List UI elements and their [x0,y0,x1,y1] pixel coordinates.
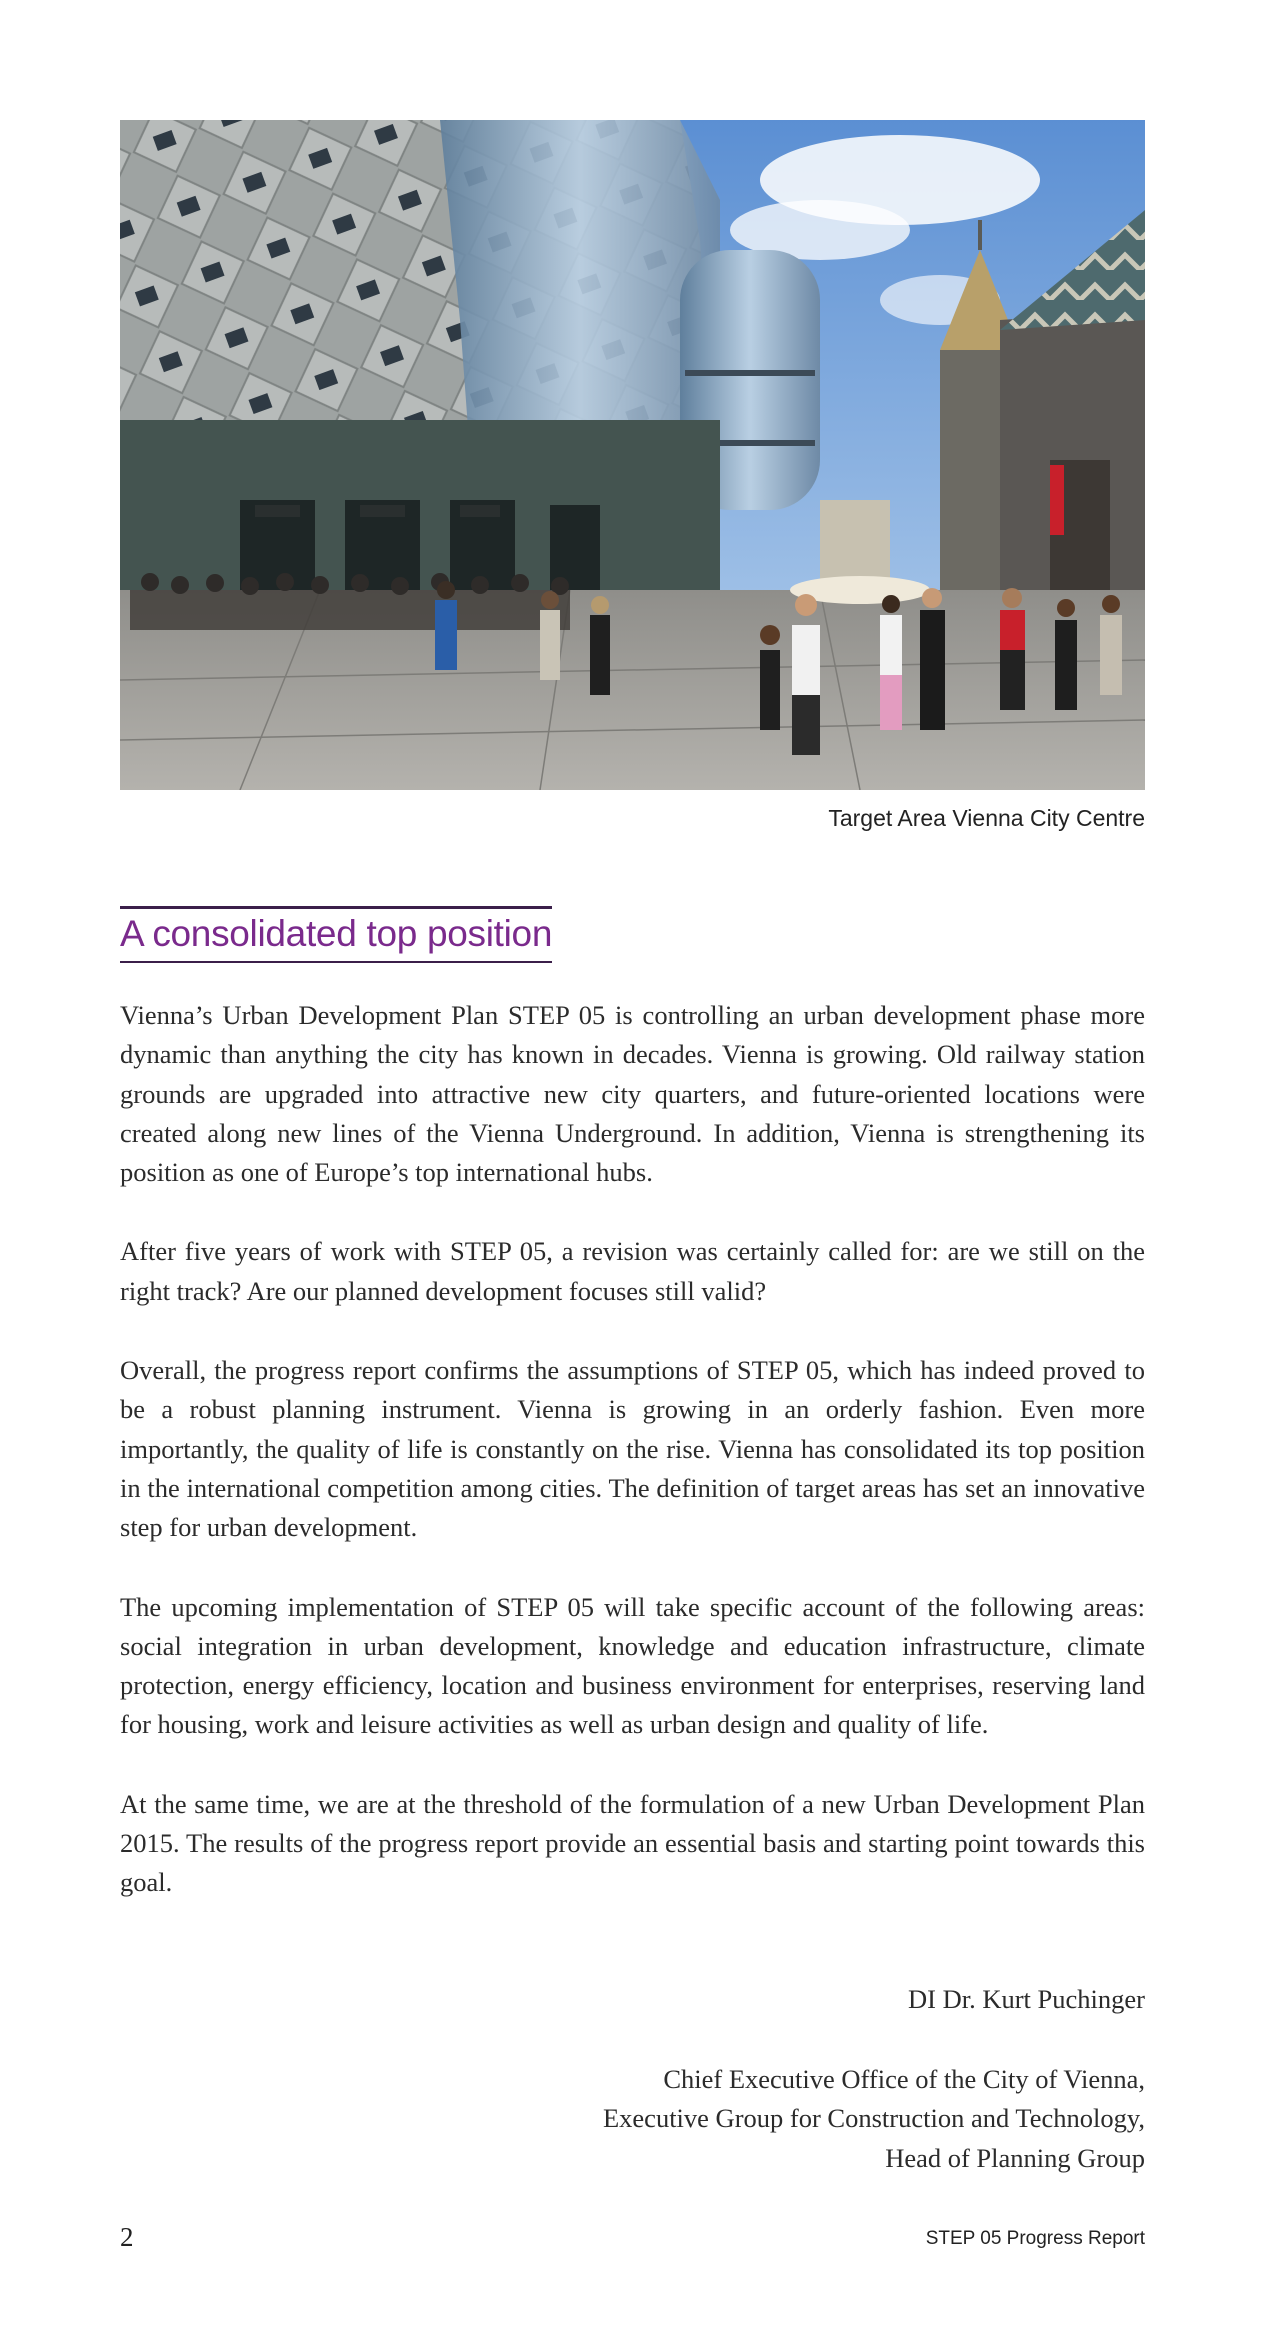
paragraph: Overall, the progress report confirms the assumptions of STEP 05, which has indeed proved to be a robust planning instrument. Vienna is growing in an orderly fashion. Even more importantly, the quality of life is constantly on the rise. Vienna has consolidated its top position in the international competition among cities. The definition of target areas has set an innovative step for urban development. [120,1355,1145,1543]
signature-line: Head of Planning Group [885,2142,1145,2173]
paragraph: At the same time, we are at the threshold of the formulation of a new Urban Development Plan 2015. The results of the progress report provide an essential basis and starting point towards this goal. [120,1788,1145,1898]
signature-name-block [908,1980,1145,2019]
section-heading-block [120,906,552,963]
signature-line: Executive Group for Construction and Technology, [602,2103,1145,2134]
signature-name: DI Dr. Kurt Puchinger [908,1984,1145,2014]
signature-title-block [603,2060,1145,2178]
paragraph: The upcoming implementation of STEP 05 will take specific account of the following areas: social integration in urban development, knowledge and education infrastructure, climate protection, energy efficiency, location and business environment for enterprises, reserving land for housing, work and leisure activities as well as urban design and quality of life. [120,1591,1145,1740]
paragraph: Vienna’s Urban Development Plan STEP 05 is controlling an urban development phase more dynamic than anything the city has known in decades. Vienna is growing. Old railway station grounds are upgraded into attractive new city quarters, and future-oriented locations were created along new lines of the Vienna Underground. In addition, Vienna is strengthening its position as one of Europe’s top international hubs. [120,1000,1145,1188]
city-street-photo-icon [120,120,1145,790]
paragraph: After five years of work with STEP 05, a revision was certainly called for: are we still on the right track? Are our planned development focuses still valid? [120,1236,1145,1306]
body-text [120,996,1145,1943]
city-photo [120,120,1145,790]
page-number: 2 [120,2222,134,2252]
section-heading: A consolidated top position [120,913,553,954]
footer-title: STEP 05 Progress Report [925,2228,1145,2249]
signature-line: Chief Executive Office of the City of Vienna, [663,2064,1145,2094]
photo-caption: Target Area Vienna City Centre [828,805,1145,831]
